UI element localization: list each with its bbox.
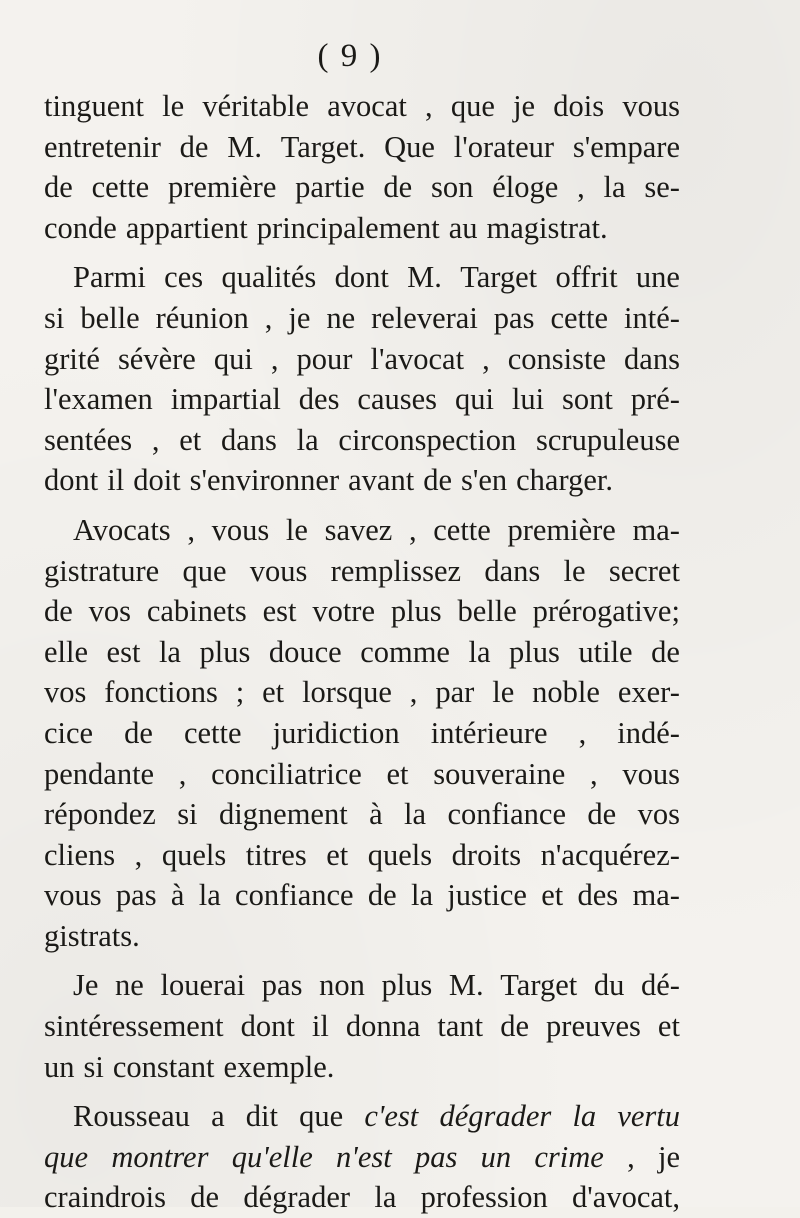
word: vous [249, 553, 308, 588]
word: la [410, 878, 433, 913]
word: cette [183, 715, 242, 750]
word: dégrader [243, 1180, 351, 1215]
word: ne [115, 968, 144, 1003]
word: consiste [507, 341, 606, 376]
word: ma- [632, 512, 680, 547]
word: sintéressement [44, 1009, 224, 1044]
word: , [187, 512, 195, 547]
word: lorsque [302, 675, 392, 710]
word: inté- [624, 300, 680, 335]
word: que [44, 1139, 89, 1174]
word: pendante [44, 756, 155, 791]
word: conciliatrice [211, 756, 362, 791]
word: n'acquérez- [540, 837, 680, 872]
word: dont [334, 260, 389, 295]
word: est [262, 594, 297, 629]
word: dans [484, 553, 541, 588]
word: la [572, 1099, 597, 1134]
word: magistrat. [486, 210, 608, 245]
word: tant [437, 1009, 484, 1044]
text-line [44, 1137, 680, 1178]
text-line [44, 965, 680, 1006]
word: vous [211, 512, 270, 547]
word: intérieure [430, 715, 548, 750]
word: elle [44, 634, 89, 669]
word: de [423, 463, 452, 498]
word: fonctions [104, 675, 218, 710]
word: la [198, 878, 221, 913]
word: , [178, 756, 187, 791]
text-line [44, 86, 680, 127]
word: avant [348, 463, 415, 498]
text-line [44, 379, 680, 420]
word: cette [550, 300, 609, 335]
word: pré- [630, 382, 680, 417]
word: la [296, 422, 319, 457]
word: le [162, 89, 185, 123]
word: se- [644, 170, 680, 205]
word: confiance [235, 878, 354, 913]
text-line [44, 208, 680, 249]
word: de [587, 797, 617, 832]
word: la [603, 170, 626, 205]
word: cice [44, 715, 94, 750]
word: au [448, 210, 478, 245]
word: exemple. [223, 1049, 335, 1084]
text-line [44, 794, 680, 835]
word: , [409, 675, 418, 710]
word: vous [622, 756, 680, 791]
word: , [482, 341, 490, 376]
word: quels [367, 837, 433, 872]
word: scrupuleuse [536, 422, 680, 457]
word: que [299, 1099, 344, 1134]
word: pas [414, 1139, 458, 1174]
word: circonspection [338, 422, 517, 457]
word: principalement [256, 210, 440, 245]
word: , [578, 715, 587, 750]
word: tinguent [44, 89, 144, 123]
word: M. [227, 129, 262, 164]
text-line [44, 510, 680, 551]
word: c'est [364, 1099, 419, 1134]
word: vous [44, 878, 102, 913]
word: répondez [44, 797, 156, 832]
word: si [44, 300, 65, 335]
word: il [107, 463, 125, 498]
word: doit [133, 463, 181, 498]
word: si [177, 797, 198, 832]
word: , [270, 341, 279, 376]
word: secret [608, 553, 680, 588]
word: constant [112, 1049, 215, 1084]
word: , [590, 756, 598, 791]
text-line [44, 460, 680, 501]
word: dé- [640, 968, 680, 1003]
word: pour [296, 341, 353, 376]
word: indé- [617, 715, 680, 750]
word: Rousseau [73, 1099, 190, 1134]
word: Target. [280, 129, 366, 164]
word: juridiction [272, 715, 400, 750]
word: si [83, 1049, 104, 1084]
word: à [170, 878, 185, 913]
word: , [408, 512, 417, 547]
word: et [541, 878, 564, 913]
word: , [425, 89, 433, 123]
word: est [106, 634, 141, 669]
text-line [44, 1096, 680, 1137]
word: son [431, 170, 474, 205]
word: pas [493, 300, 535, 335]
word: s'environner [189, 463, 340, 498]
word: il [311, 1009, 329, 1044]
word: avocat [327, 89, 407, 123]
word: et [386, 756, 409, 791]
word: ma- [632, 878, 680, 913]
word: Que [384, 129, 435, 164]
word: l'avocat [370, 341, 465, 376]
text-line [44, 167, 680, 208]
word: ces [164, 260, 204, 295]
word: releverai [371, 300, 478, 335]
text-line [44, 551, 680, 592]
word: qui [454, 382, 494, 417]
word: par [435, 675, 475, 710]
word: réunion [155, 300, 249, 335]
word: Je [73, 968, 99, 1003]
word: plus [390, 594, 442, 629]
word: justice [447, 878, 527, 913]
word: de [124, 715, 153, 750]
word: vos [88, 594, 131, 629]
word: qualités [221, 260, 317, 295]
word: donna [345, 1009, 421, 1044]
word: la [158, 634, 181, 669]
word: souveraine [433, 756, 566, 791]
word: douce [268, 634, 342, 669]
word: quels [161, 837, 227, 872]
word: cliens [44, 837, 116, 872]
text-line [44, 298, 680, 339]
word: de [44, 170, 73, 205]
word: dont [240, 1009, 295, 1044]
word: la [404, 797, 427, 832]
word: grité [44, 341, 100, 376]
word: Target [460, 260, 538, 295]
word: charger. [516, 463, 613, 498]
word: dans [220, 422, 277, 457]
word: titres [245, 837, 307, 872]
word: exer- [617, 675, 680, 710]
word: Parmi [73, 260, 146, 295]
word: s'empare [572, 129, 680, 164]
word: et [326, 837, 349, 872]
text-line [44, 1177, 680, 1218]
word: vertu [617, 1099, 680, 1134]
word: impartial [170, 382, 281, 417]
word: confiance [447, 797, 566, 832]
word: profession [420, 1180, 548, 1215]
word: , [577, 170, 585, 205]
word: , [134, 837, 143, 872]
word: offrit [555, 260, 618, 295]
word: de [367, 878, 397, 913]
word: de [44, 594, 73, 629]
text-line [44, 339, 680, 380]
word: vous [622, 89, 680, 123]
word: montrer [111, 1139, 209, 1174]
word: dont [44, 463, 99, 498]
word: que [450, 89, 495, 123]
word: plus [509, 634, 560, 669]
word: cette [433, 512, 491, 547]
word: plus [381, 968, 433, 1003]
word: je [513, 89, 536, 123]
word: vos [44, 675, 87, 710]
word: et [657, 1009, 680, 1044]
word: lui [511, 382, 545, 417]
word: dois [553, 89, 605, 123]
word: dans [624, 341, 680, 376]
word: la [374, 1180, 397, 1215]
word: non [319, 968, 365, 1003]
word: gistrature [44, 553, 160, 588]
word: vos [637, 797, 680, 832]
word: de [383, 170, 413, 205]
word: des [577, 878, 619, 913]
word: qu'elle [231, 1139, 313, 1174]
word: , [151, 422, 160, 457]
word: craindrois [44, 1180, 166, 1215]
word: de [500, 1009, 529, 1044]
word: éloge [492, 170, 559, 205]
word: première [507, 512, 616, 547]
word: votre [312, 594, 375, 629]
word: droits [451, 837, 522, 872]
text-line [44, 835, 680, 876]
word: dit [245, 1099, 278, 1134]
text-line [44, 754, 680, 795]
word: noble [532, 675, 600, 710]
word: crime [534, 1139, 604, 1174]
word: ; [235, 675, 245, 710]
page-number: ( 9 ) [317, 38, 383, 74]
word: appartient [125, 210, 248, 245]
text-line [44, 875, 680, 916]
word: M. [407, 260, 442, 295]
word: louerai [160, 968, 246, 1003]
word: comme [360, 634, 450, 669]
word: Avocats [73, 512, 171, 547]
word: première [167, 170, 277, 205]
word: belle [80, 300, 140, 335]
word: gistrats. [44, 918, 140, 953]
word: sont [562, 382, 613, 417]
text-line [44, 420, 680, 461]
word: le [285, 512, 308, 547]
word: la [468, 634, 491, 669]
word: remplissez [330, 553, 462, 588]
word: une [635, 260, 680, 295]
word: conde [44, 210, 117, 245]
word: savez [324, 512, 393, 547]
text-line [44, 1006, 680, 1047]
word: cette [91, 170, 150, 205]
word: , [264, 300, 273, 335]
word: Target [500, 968, 578, 1003]
word: M. [448, 968, 484, 1003]
word: et [262, 675, 285, 710]
text-line [44, 713, 680, 754]
word: du [593, 968, 625, 1003]
word: l'orateur [453, 129, 555, 164]
word: a [211, 1099, 225, 1134]
word: , [627, 1139, 635, 1174]
body-text [44, 86, 680, 1218]
word: n'est [336, 1139, 392, 1174]
word: ne [326, 300, 356, 335]
text-line [44, 672, 680, 713]
word: un [480, 1139, 512, 1174]
word: plus [199, 634, 251, 669]
word: s'en [460, 463, 508, 498]
text-line [44, 916, 680, 957]
word: qui [213, 341, 253, 376]
word: l'examen [44, 382, 153, 417]
word: je [288, 300, 311, 335]
word: sentées [44, 422, 133, 457]
word: de [651, 634, 680, 669]
word: sévère [117, 341, 196, 376]
word: le [492, 675, 515, 710]
text-line [44, 257, 680, 298]
word: véritable [202, 89, 310, 123]
word: et [179, 422, 202, 457]
word: de [179, 129, 209, 164]
word: un [44, 1049, 75, 1084]
word: dignement [218, 797, 348, 832]
text-line [44, 1047, 680, 1088]
word: que [182, 553, 227, 588]
text-line [44, 632, 680, 673]
word: à [369, 797, 383, 832]
word: cabinets [146, 594, 247, 629]
word: causes [357, 382, 438, 417]
word: pas [261, 968, 303, 1003]
word: d'avocat, [572, 1180, 680, 1215]
text-line [44, 591, 680, 632]
word: utile [578, 634, 633, 669]
word: entretenir [44, 129, 161, 164]
word: belle [457, 594, 517, 629]
text-line [44, 127, 680, 168]
word: dégrader [439, 1099, 552, 1134]
word: prérogative; [532, 594, 680, 629]
word: le [563, 553, 586, 588]
word: des [298, 382, 340, 417]
word: preuves [546, 1009, 641, 1044]
word: je [657, 1139, 680, 1174]
word: pas [115, 878, 157, 913]
word: de [190, 1180, 220, 1215]
word: partie [295, 170, 365, 205]
